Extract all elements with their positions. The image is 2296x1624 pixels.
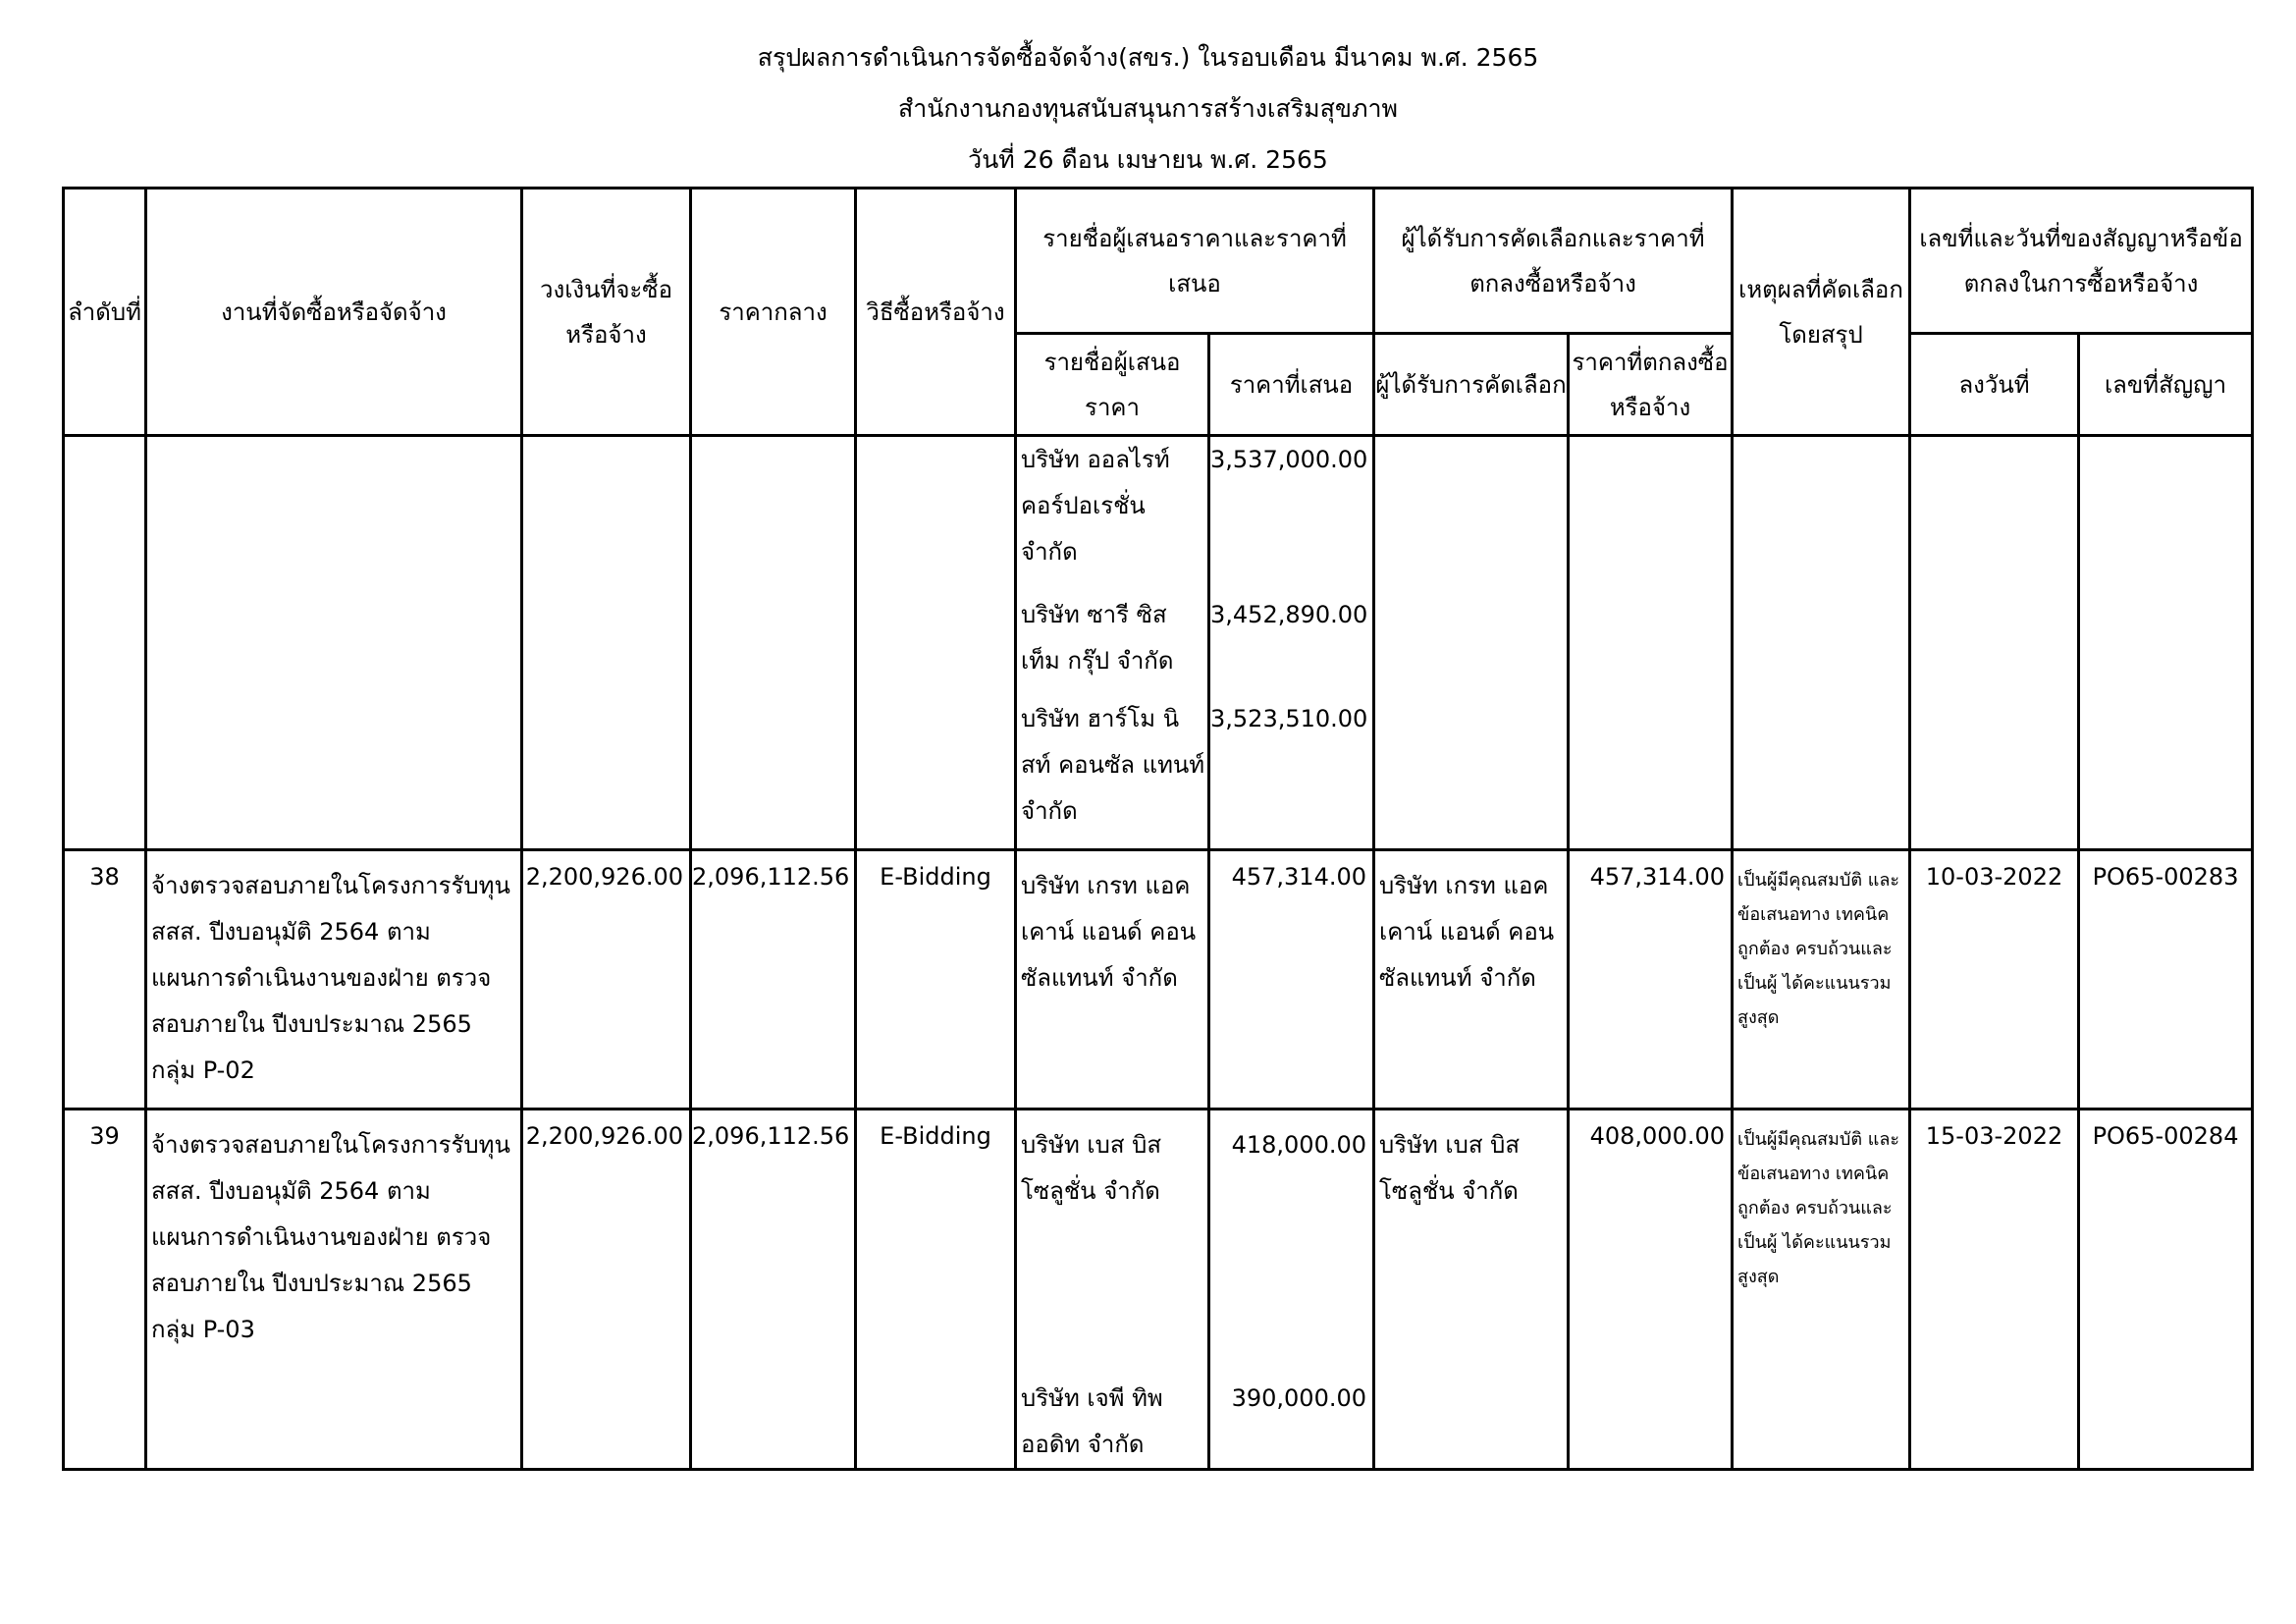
bid-price: 457,314.00 (1209, 850, 1374, 1110)
selection-reason: เป็นผู้มีคุณสมบัติ และข้อเสนอทาง เทคนิคถูกต้อง ครบถ้วนและเป็นผู้ ได้คะแนนรวมสูงสุด (1733, 850, 1910, 1110)
bid-prices-cell (1209, 1110, 1374, 1470)
bid-price: 418,000.00 (1231, 1131, 1367, 1159)
col-method: วิธีซื้อหรือจ้าง (856, 189, 1016, 436)
bidder-name: บริษัท ซารี ซิส เท็ม กรุ๊ป จำกัด (1021, 601, 1174, 675)
bidder-name: บริษัท เบส บิส โซลูชั่น จำกัด (1021, 1131, 1161, 1205)
contract-number: PO65-00283 (2079, 850, 2253, 1110)
agreed-price: 408,000.00 (1569, 1110, 1733, 1470)
report-date: วันที่ 26 ดือน เมษายน พ.ศ. 2565 (968, 145, 1328, 174)
col-median-price: ราคากลาง (691, 189, 856, 436)
col-agreed-price: ราคาที่ตกลงซื้อหรือจ้าง (1569, 334, 1733, 436)
bid-price: 3,452,890.00 (1210, 601, 1368, 628)
row-work: จ้างตรวจสอบภายในโครงการรับทุน สสส. ปีงบอนุมัติ 2564 ตาม แผนการดำเนินงานของฝ่าย ตรวจสอบภายใน ปีงบประมาณ 2565 กลุ่ม P-03 (146, 1110, 522, 1470)
row-method: E-Bidding (856, 1110, 1016, 1470)
organization-name: สำนักงานกองทุนสนับสนุนการสร้างเสริมสุขภาพ (897, 94, 1399, 123)
col-sign-date: ลงวันที่ (1910, 334, 2079, 436)
table-row (64, 1110, 2253, 1470)
col-budget: วงเงินที่จะซื้อหรือจ้าง (522, 189, 691, 436)
col-winner-name: ผู้ได้รับการคัดเลือก (1374, 334, 1569, 436)
agreed-price: 457,314.00 (1569, 850, 1733, 1110)
row-budget: 2,200,926.00 (522, 1110, 691, 1470)
row-seq: 39 (64, 1110, 146, 1470)
col-contract-no: เลขที่สัญญา (2079, 334, 2253, 436)
winner-name: บริษัท เบส บิส โซลูชั่น จำกัด (1374, 1110, 1569, 1470)
procurement-table (62, 187, 2254, 1471)
col-bidders-group: รายชื่อผู้เสนอราคาและราคาที่เสนอ (1016, 189, 1374, 334)
bidder-name: บริษัท เกรท แอค เคาน์ แอนด์ คอนซัลแทนท์ จำกัด (1016, 850, 1209, 1110)
bidders-cell (1016, 1110, 1209, 1470)
row-median-price: 2,096,112.56 (691, 1110, 856, 1470)
bid-price: 390,000.00 (1231, 1384, 1367, 1412)
bidder-name: บริษัท เจพี ทิพ ออดิท จำกัด (1021, 1384, 1163, 1458)
table-row (64, 850, 2253, 1110)
sign-date: 10-03-2022 (1910, 850, 2079, 1110)
col-bid-price: ราคาที่เสนอ (1209, 334, 1374, 436)
col-winner-group: ผู้ได้รับการคัดเลือกและราคาที่ตกลงซื้อหรือจ้าง (1374, 189, 1733, 334)
contract-number: PO65-00284 (2079, 1110, 2253, 1470)
bidders-cell (1016, 436, 1209, 850)
row-median-price: 2,096,112.56 (691, 850, 856, 1110)
col-bidder-name: รายชื่อผู้เสนอราคา (1016, 334, 1209, 436)
row-budget: 2,200,926.00 (522, 850, 691, 1110)
col-seq: ลำดับที่ (64, 189, 146, 436)
bid-price: 3,537,000.00 (1210, 446, 1368, 473)
table-row (64, 436, 2253, 850)
bid-price: 3,523,510.00 (1210, 705, 1368, 732)
report-title: สรุปผลการดำเนินการจัดซื้อจัดจ้าง(สขร.) ในรอบเดือน มีนาคม พ.ศ. 2565 (757, 43, 1539, 72)
bid-prices-cell (1209, 436, 1374, 850)
winner-name: บริษัท เกรท แอค เคาน์ แอนด์ คอนซัลแทนท์ จำกัด (1374, 850, 1569, 1110)
row-method: E-Bidding (856, 850, 1016, 1110)
selection-reason: เป็นผู้มีคุณสมบัติ และข้อเสนอทาง เทคนิคถูกต้อง ครบถ้วนและเป็นผู้ ได้คะแนนรวมสูงสุด (1733, 1110, 1910, 1470)
row-work: จ้างตรวจสอบภายในโครงการรับทุน สสส. ปีงบอนุมัติ 2564 ตาม แผนการดำเนินงานของฝ่าย ตรวจสอบภายใน ปีงบประมาณ 2565 กลุ่ม P-02 (146, 850, 522, 1110)
bidder-name: บริษัท ฮาร์โม นิสท์ คอนซัล แทนท์ จำกัด (1021, 705, 1205, 825)
col-contract-group: เลขที่และวันที่ของสัญญาหรือข้อตกลงในการซื้อหรือจ้าง (1910, 189, 2253, 334)
bidder-name: บริษัท ออลไรท์ คอร์ปอเรชั่น จำกัด (1021, 446, 1170, 566)
col-reason: เหตุผลที่คัดเลือกโดยสรุป (1733, 189, 1910, 436)
sign-date: 15-03-2022 (1910, 1110, 2079, 1470)
col-work: งานที่จัดซื้อหรือจัดจ้าง (146, 189, 522, 436)
row-seq: 38 (64, 850, 146, 1110)
